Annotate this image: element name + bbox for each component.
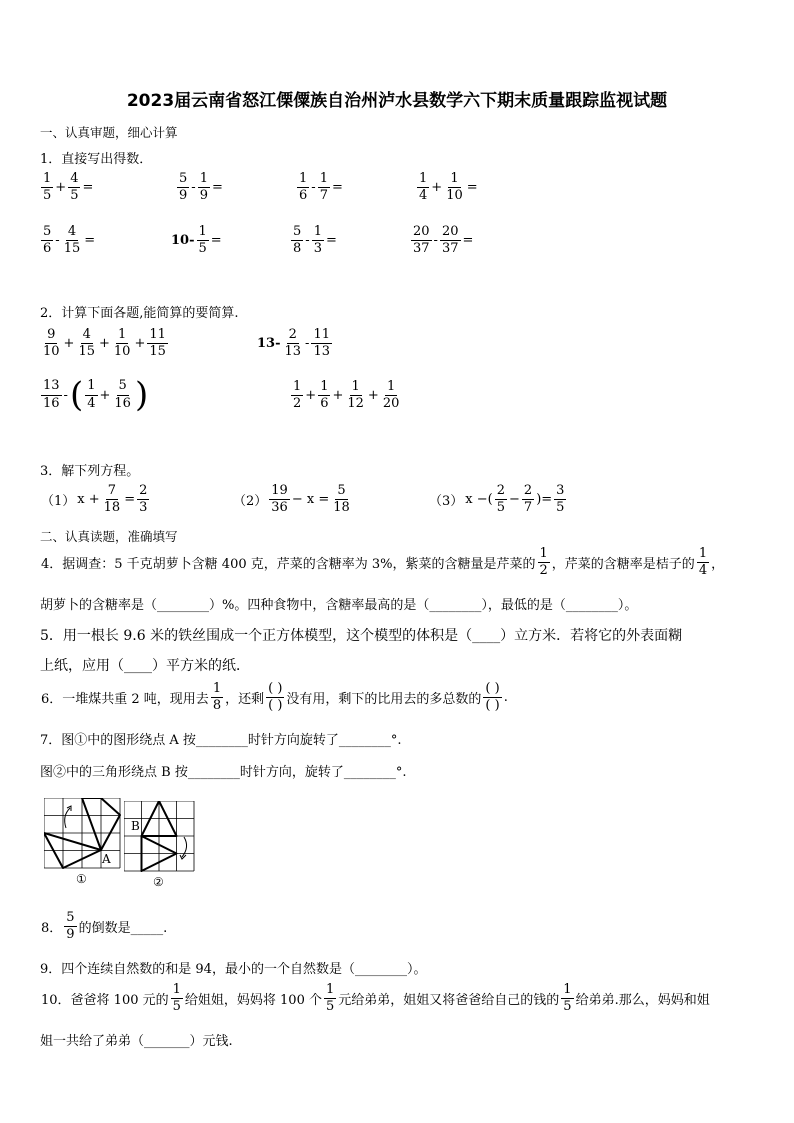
q1-item xyxy=(416,172,479,204)
fraction xyxy=(283,328,304,360)
denominator: 5 xyxy=(556,500,565,516)
section-2-heading: 二、认真读题，准确填写 xyxy=(40,529,178,544)
denominator: 2 xyxy=(293,396,302,412)
q2-expression-1 xyxy=(40,328,169,360)
operator: + xyxy=(134,336,146,352)
q1-item xyxy=(40,225,96,257)
q1-item xyxy=(410,225,474,257)
operator: ，还剩 xyxy=(225,692,265,708)
operator: = xyxy=(331,180,343,196)
numerator: 1 xyxy=(350,380,362,396)
fraction xyxy=(291,380,303,412)
denominator: 6 xyxy=(43,241,52,257)
denominator: 5 xyxy=(70,188,79,204)
operator: = xyxy=(466,180,478,196)
fraction xyxy=(41,172,53,204)
fraction xyxy=(85,379,97,411)
operator: - xyxy=(311,180,316,196)
operator: − xyxy=(509,492,520,508)
denominator: 12 xyxy=(347,396,364,412)
q2-expression-4 xyxy=(290,380,402,412)
fraction xyxy=(76,328,97,360)
operator: + xyxy=(332,388,344,404)
q9-line: 9．四个连续自然数的和是 94，最小的一个自然数是（________）。 xyxy=(40,962,427,977)
numerator: 9 xyxy=(45,328,57,344)
denominator: 4 xyxy=(87,395,96,411)
denominator: 5 xyxy=(496,500,505,516)
fraction xyxy=(312,225,324,257)
fraction xyxy=(311,328,332,360)
denominator: 8 xyxy=(212,698,222,714)
operator: （3） xyxy=(429,494,464,510)
operator: 13- xyxy=(257,336,281,352)
denominator: ( ) xyxy=(268,698,283,714)
fraction xyxy=(62,225,83,257)
q3-equation-3 xyxy=(428,484,567,516)
fraction xyxy=(41,328,62,360)
operator: = xyxy=(462,233,474,249)
fraction xyxy=(411,225,432,257)
operator: = xyxy=(210,233,222,249)
operator: + xyxy=(99,387,111,403)
figure-1-caption: ① xyxy=(76,872,87,886)
numerator: 1 xyxy=(197,225,209,241)
numerator: 2 xyxy=(287,328,299,344)
operator: + xyxy=(63,336,75,352)
fraction xyxy=(417,172,429,204)
operator: - xyxy=(63,387,68,403)
denominator: 5 xyxy=(563,999,572,1015)
numerator: 1 xyxy=(291,380,303,396)
fraction xyxy=(381,380,402,412)
operator: 10．爸爸将 100 元的 xyxy=(41,993,169,1009)
q2-expression-3 xyxy=(40,375,149,415)
numerator: 5 xyxy=(117,379,129,395)
numerator: 1 xyxy=(417,172,429,188)
numerator: 3 xyxy=(554,484,566,500)
denominator: 15 xyxy=(63,241,81,257)
q2-label: 2．计算下面各题,能简算的要简算. xyxy=(40,306,239,321)
numerator: 13 xyxy=(41,379,62,395)
q1-item xyxy=(290,225,338,257)
operator: + xyxy=(431,180,443,196)
denominator: 9 xyxy=(66,927,75,943)
denominator: 9 xyxy=(179,188,188,204)
operator: x + xyxy=(77,492,100,508)
denominator: 7 xyxy=(523,500,533,516)
operator: = xyxy=(124,492,136,508)
operator: = xyxy=(84,233,96,249)
fraction xyxy=(147,328,168,360)
denominator: 3 xyxy=(139,500,148,516)
q3-label: 3．解下列方程。 xyxy=(40,464,140,479)
q10-line-1 xyxy=(40,983,711,1015)
operator: 没有用，剩下的比用去的多总数的 xyxy=(286,692,482,708)
denominator: 5 xyxy=(198,241,207,257)
operator: = xyxy=(82,180,94,196)
operator: - xyxy=(191,180,196,196)
fraction xyxy=(483,682,501,714)
numerator: 7 xyxy=(106,484,118,500)
q5-line-1: 5．用一根长 9.6 米的铁丝围成一个正方体模型，这个模型的体积是（____）立方米．若将它的外表面糊 xyxy=(40,628,683,644)
fraction xyxy=(345,380,366,412)
numerator: 4 xyxy=(81,328,93,344)
numerator: ( ) xyxy=(266,682,284,698)
numerator: 1 xyxy=(116,328,128,344)
section-1-heading: 一、认真审题，细心计算 xyxy=(40,125,178,140)
fraction xyxy=(444,172,465,204)
denominator: 3 xyxy=(313,241,322,257)
denominator: 4 xyxy=(419,188,428,204)
denominator: 15 xyxy=(149,344,166,360)
denominator: 20 xyxy=(382,396,400,412)
numerator: 2 xyxy=(495,484,507,500)
numerator: 11 xyxy=(147,328,168,344)
numerator: 4 xyxy=(66,225,78,241)
denominator: 18 xyxy=(103,500,121,516)
point-a-label: A xyxy=(102,852,111,866)
denominator: 5 xyxy=(172,999,181,1015)
fraction xyxy=(266,682,284,714)
numerator: 5 xyxy=(177,172,189,188)
denominator: 6 xyxy=(299,188,308,204)
denominator: 5 xyxy=(325,999,335,1015)
denominator: 10 xyxy=(446,188,463,204)
operator: （2） xyxy=(233,494,268,510)
numerator: ( ) xyxy=(483,682,501,698)
operator: - xyxy=(305,336,310,352)
denominator: ( ) xyxy=(485,698,500,714)
fraction xyxy=(177,172,189,204)
q1-item xyxy=(170,225,223,257)
operator: - xyxy=(433,233,438,249)
operator: - xyxy=(55,233,60,249)
figure-2-caption: ② xyxy=(153,875,164,889)
page-title: 2023届云南省怒江傈僳族自治州泸水县数学六下期末质量跟踪监视试题 xyxy=(126,91,668,111)
operator: = xyxy=(325,233,337,249)
fraction xyxy=(112,328,133,360)
operator: ， xyxy=(711,557,725,573)
operator: + xyxy=(367,388,379,404)
operator: 6．一堆煤共重 2 吨，现用去 xyxy=(41,692,209,708)
denominator: 10 xyxy=(113,344,131,360)
numerator: 1 xyxy=(697,547,709,563)
fraction xyxy=(538,547,550,579)
q5-line-2: 上纸，应用（____）平方米的纸． xyxy=(40,658,250,674)
numerator: 2 xyxy=(137,484,149,500)
fraction xyxy=(197,225,209,257)
fraction xyxy=(64,911,76,943)
operator: + xyxy=(55,180,67,196)
denominator: 15 xyxy=(78,344,95,360)
denominator: 36 xyxy=(271,500,288,516)
q8-line xyxy=(40,911,168,943)
operator: 10- xyxy=(171,233,195,249)
q1-item xyxy=(296,172,344,204)
q4-line-2: 胡萝卜的含糖率是（________）%。四种食物中，含糖率最高的是（________），最低的是（________）。 xyxy=(40,598,638,613)
operator: - xyxy=(305,233,310,249)
numerator: 4 xyxy=(68,172,80,188)
denominator: 9 xyxy=(199,188,208,204)
numerator: 1 xyxy=(324,983,336,999)
fraction xyxy=(102,484,123,516)
operator: )= xyxy=(536,492,553,508)
numerator: 19 xyxy=(269,484,290,500)
left-paren: ( xyxy=(69,375,84,415)
numerator: 1 xyxy=(85,379,97,395)
fraction xyxy=(318,172,330,204)
numerator: 11 xyxy=(311,328,332,344)
numerator: 1 xyxy=(318,172,330,188)
numerator: 1 xyxy=(448,172,460,188)
q4-line-1 xyxy=(40,547,725,579)
operator: + xyxy=(305,388,317,404)
numerator: 1 xyxy=(171,983,183,999)
fraction xyxy=(495,484,507,516)
operator: 的倒数是_____. xyxy=(78,921,168,937)
q1-item xyxy=(40,172,94,204)
operator: 4．据调查：5 千克胡萝卜含糖 400 克，芹菜的含糖率为 3%，紫菜的含糖量是芹菜的 xyxy=(41,557,536,573)
fraction xyxy=(112,379,133,411)
operator: 给姐姐，妈妈将 100 个 xyxy=(184,993,322,1009)
fraction xyxy=(211,682,223,714)
denominator: 18 xyxy=(333,500,350,516)
q7-line-1: 7．图①中的图形绕点 A 按________时针方向旋转了________°. xyxy=(40,733,402,748)
q6-line xyxy=(40,682,509,714)
fraction xyxy=(324,983,336,1015)
fraction xyxy=(41,225,53,257)
denominator: 37 xyxy=(413,241,430,257)
numerator: 1 xyxy=(297,172,309,188)
denominator: 13 xyxy=(313,344,330,360)
numerator: 20 xyxy=(440,225,461,241)
denominator: 4 xyxy=(698,563,708,579)
operator: ，芹菜的含糖率是桔子的 xyxy=(551,557,695,573)
fraction xyxy=(41,379,62,411)
numerator: 5 xyxy=(291,225,303,241)
numerator: 5 xyxy=(64,911,76,927)
denominator: 16 xyxy=(114,395,131,411)
q7-line-2: 图②中的三角形绕点 B 按________时针方向，旋转了________°. xyxy=(40,765,407,780)
denominator: 16 xyxy=(43,395,60,411)
q1-label: 1．直接写出得数． xyxy=(40,152,153,167)
fraction xyxy=(331,484,352,516)
fraction xyxy=(554,484,566,516)
numerator: 5 xyxy=(335,484,347,500)
fraction xyxy=(171,983,183,1015)
right-paren: ) xyxy=(134,375,149,415)
operator: 给弟弟.那么，妈妈和姐 xyxy=(575,993,710,1009)
operator: 元给弟弟，姐姐又将爸爸给自己的钱的 xyxy=(338,993,560,1009)
point-b-label: B xyxy=(131,819,140,833)
fraction xyxy=(68,172,80,204)
denominator: 5 xyxy=(43,188,52,204)
denominator: 37 xyxy=(441,241,459,257)
fraction xyxy=(198,172,210,204)
fraction xyxy=(522,484,534,516)
fraction xyxy=(137,484,149,516)
fraction xyxy=(561,983,573,1015)
denominator: 7 xyxy=(319,188,328,204)
operator: = xyxy=(211,180,223,196)
operator: x −( xyxy=(465,492,493,508)
numerator: 1 xyxy=(385,380,397,396)
q2-expression-2 xyxy=(256,328,333,360)
denominator: 13 xyxy=(284,344,302,360)
numerator: 1 xyxy=(561,983,573,999)
fraction xyxy=(697,547,709,579)
numerator: 1 xyxy=(41,172,53,188)
denominator: 8 xyxy=(293,241,302,257)
q1-item xyxy=(176,172,224,204)
numerator: 1 xyxy=(312,225,324,241)
fraction xyxy=(269,484,290,516)
q3-equation-2 xyxy=(232,484,353,516)
fraction xyxy=(318,380,330,412)
operator: 8． xyxy=(41,921,63,937)
operator: （1） xyxy=(41,494,76,510)
denominator: 6 xyxy=(320,396,329,412)
fraction xyxy=(297,172,309,204)
q3-equation-1 xyxy=(40,484,150,516)
numerator: 1 xyxy=(538,547,550,563)
fraction xyxy=(291,225,303,257)
denominator: 2 xyxy=(539,563,548,579)
operator: . xyxy=(503,690,508,706)
operator: + xyxy=(99,336,110,352)
q10-line-2: 姐一共给了弟弟（_______）元钱. xyxy=(40,1034,233,1049)
numerator: 1 xyxy=(211,682,223,698)
numerator: 20 xyxy=(411,225,432,241)
numerator: 1 xyxy=(318,380,330,396)
figure-2-grid xyxy=(124,801,196,873)
operator: − x = xyxy=(291,492,330,508)
denominator: 10 xyxy=(43,344,60,360)
fraction xyxy=(440,225,461,257)
numerator: 1 xyxy=(198,172,210,188)
numerator: 5 xyxy=(41,225,53,241)
numerator: 2 xyxy=(522,484,534,500)
